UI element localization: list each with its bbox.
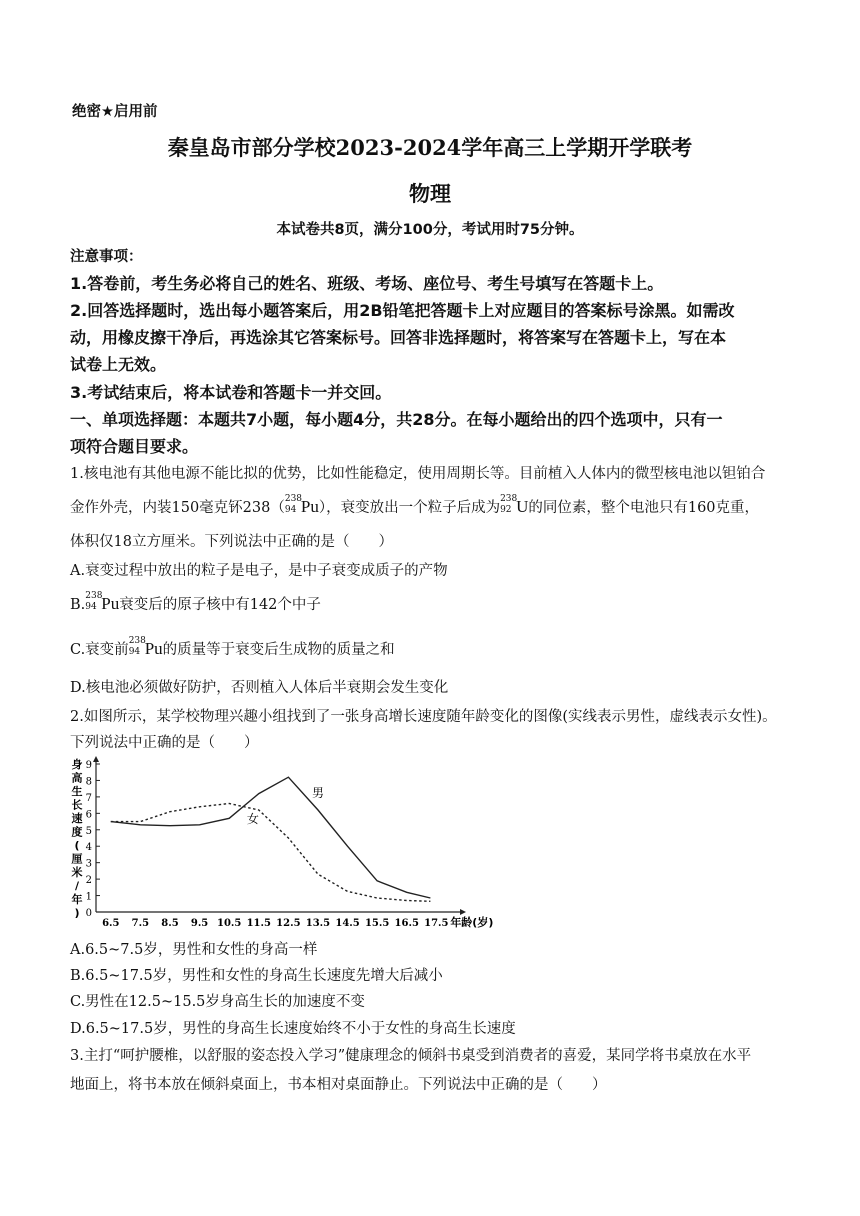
x-tick-label: 14.5 — [335, 918, 360, 929]
x-tick-label: 13.5 — [305, 918, 331, 929]
q3-stem-line-2: 地面上，将书本放在倾斜桌面上，书本相对桌面静止。下列说法中正确的是（ ） — [70, 1077, 607, 1093]
y-tick-label: 8 — [85, 776, 92, 788]
y-axis-label-char: ) — [74, 906, 80, 920]
x-tick-label: 10.5 — [216, 918, 242, 929]
chart-axes — [93, 756, 466, 915]
q2-option-b: B.6.5~17.5岁，男性和女性的身高生长速度先增大后减小 — [70, 968, 443, 984]
y-axis-label-char: 生 — [71, 785, 83, 798]
q1-stem-line-3: 体积仅18立方厘米。下列说法中正确的是（ ） — [70, 534, 393, 550]
x-tick-label: 16.5 — [394, 918, 419, 929]
y-axis-label-char: 米 — [71, 866, 83, 879]
q1-option-a: A.衰变过程中放出的粒子是电子，是中子衰变成质子的产物 — [70, 563, 448, 579]
exam-info: 本试卷共8页，满分100分，考试用时75分钟。 — [276, 222, 584, 238]
x-tick-label: 15.5 — [364, 918, 390, 929]
q2-stem-line-1: 2.如图所示，某学校物理兴趣小组找到了一张身高增长速度随年龄变化的图像(实线表示男性，虚线表示女性)。 — [70, 709, 777, 725]
u-isotope: 238 92 — [500, 494, 518, 515]
q1-stem-line-1: 1.核电池有其他电源不能比拟的优势，比如性能稳定，使用周期长等。目前植入人体内的微型核电池以钽铂合 — [70, 466, 766, 482]
pu-isotope-c: 238 94 — [128, 636, 146, 657]
y-axis-label-char: 长 — [71, 798, 83, 812]
x-tick-label: 11.5 — [246, 918, 271, 929]
y-tick-label: 9 — [85, 760, 92, 771]
y-axis-label-char: 年 — [71, 893, 83, 906]
x-tick-label: 9.5 — [190, 918, 209, 929]
confidential-mark: 绝密★启用前 — [72, 104, 158, 120]
q1-stem-line-2: 金作外壳，内装150毫克钚238（ 238 94 Pu），衰变放出一个粒子后成为 238 92 U的同位素，整个电池只有160克重， — [70, 494, 760, 516]
notes-heading: 注意事项： — [70, 249, 143, 265]
q1-option-c: C.衰变前 238 94 Pu的质量等于衰变后生成物的质量之和 — [70, 636, 395, 658]
series-line-female — [111, 804, 431, 902]
y-tick-label: 1 — [85, 891, 92, 903]
q2-stem-line-2: 下列说法中正确的是（ ） — [70, 735, 259, 751]
subject-title: 物理 — [409, 181, 451, 206]
growth-rate-chart — [70, 756, 494, 931]
x-tick-label: 8.5 — [161, 918, 179, 929]
x-tick-label: 12.5 — [276, 918, 301, 929]
note-2-line-2: 动，用橡皮擦干净后，再选涂其它答案标号。回答非选择题时，将答案写在答题卡上，写在本 — [70, 328, 727, 347]
y-axis-label-char: 速 — [71, 812, 83, 825]
y-tick-label: 2 — [85, 875, 92, 887]
pu-isotope: 238 94 — [284, 494, 303, 515]
y-tick-label: 5 — [85, 825, 92, 837]
pu-isotope-b: 238 94 — [85, 591, 103, 612]
y-tick-label: 0 — [85, 908, 92, 919]
y-axis-label-char: 身 — [71, 758, 83, 771]
x-tick-label: 7.5 — [131, 918, 150, 929]
x-axis-arrow — [460, 909, 466, 915]
y-axis-label-char: ( — [74, 839, 80, 852]
q1-option-d: D.核电池必须做好防护，否则植入人体后半衰期会发生变化 — [70, 680, 449, 696]
x-tick-labels — [102, 918, 448, 929]
y-axis-label-char: 厘 — [71, 852, 83, 866]
series-label-female: 女 — [246, 812, 259, 827]
q2-option-d: D.6.5~17.5岁，男性的身高生长速度始终不小于女性的身高生长速度 — [70, 1021, 516, 1037]
y-axis-label-char: / — [74, 879, 80, 893]
x-axis-label: 年龄(岁) — [450, 916, 494, 929]
series-line-male — [111, 777, 431, 898]
q3-stem-line-1: 3.主打“呵护腰椎，以舒服的姿态投入学习”健康理念的倾斜书桌受到消费者的喜爱，某同学将书桌放在水平 — [70, 1048, 752, 1064]
y-axis-label — [71, 757, 83, 920]
y-tick-label: 7 — [85, 792, 92, 804]
q1-option-b: B. 238 94 Pu衰变后的原子核中有142个中子 — [70, 591, 321, 613]
x-tick-label: 6.5 — [102, 918, 120, 929]
y-tick-label: 3 — [85, 858, 92, 870]
y-tick-label: 6 — [85, 809, 92, 821]
note-2-line-1: 2.回答选择题时，选出每小题答案后，用2B铅笔把答题卡上对应题目的答案标号涂黑。如需改 — [70, 301, 735, 320]
exam-title: 秦皇岛市部分学校2023-2024学年高三上学期开学联考 — [167, 135, 693, 160]
series-label-male: 男 — [312, 785, 325, 800]
y-tick-labels — [86, 760, 100, 919]
y-tick-label: 4 — [85, 842, 92, 854]
chart-series — [111, 777, 431, 901]
y-axis-label-char: 度 — [71, 825, 83, 839]
q2-option-a: A.6.5~7.5岁，男性和女性的身高一样 — [70, 942, 318, 958]
y-axis-arrow — [93, 756, 99, 762]
q2-option-c: C.男性在12.5~15.5岁身高生长的加速度不变 — [70, 994, 365, 1010]
note-1: 1.答卷前，考生务必将自己的姓名、班级、考场、座位号、考生号填写在答题卡上。 — [70, 274, 664, 293]
y-axis-label-char: 高 — [71, 771, 83, 785]
note-3: 3.考试结束后，将本试卷和答题卡一并交回。 — [70, 383, 392, 402]
section-heading-line-2: 项符合题目要求。 — [70, 437, 199, 456]
section-heading-line-1: 一、单项选择题：本题共7小题，每小题4分，共28分。在每小题给出的四个选项中，只有一 — [70, 410, 723, 429]
note-2-line-3: 试卷上无效。 — [70, 355, 167, 374]
x-tick-label: 17.5 — [424, 918, 449, 929]
